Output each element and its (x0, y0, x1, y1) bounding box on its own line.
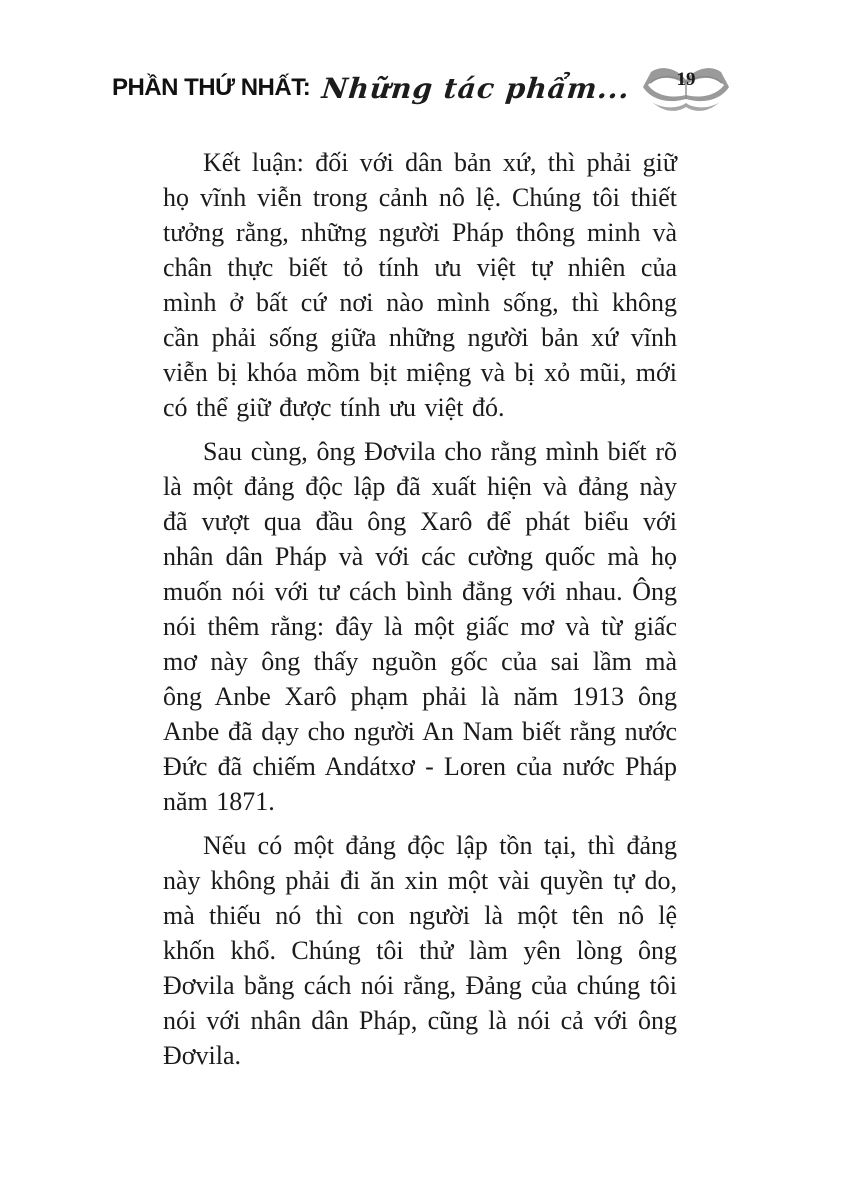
paragraph: Nếu có một đảng độc lập tồn tại, thì đảng này không phải đi ăn xin một vài quyền tự do, mà thiếu nó thì con người là một tên nô lệ khốn khổ. Chúng tôi thử làm yên lòng ông Đơvila bằng cách nói rằng, Đảng của chúng tôi nói với nhân dân Pháp, cũng là nói cả với ông Đơvila. (163, 831, 677, 1070)
section-title: Những tác phẩm... (320, 71, 632, 105)
open-book-icon (642, 62, 730, 114)
paragraph: Kết luận: đối với dân bản xứ, thì phải giữ họ vĩnh viễn trong cảnh nô lệ. Chúng tôi thiết tưởng rằng, những người Pháp thông minh và chân thực biết tỏ tính ưu việt tự nhiên của mình ở bất cứ nơi nào mình sống, thì không cần phải sống giữa những người bản xứ vĩnh viễn bị khóa mồm bịt miệng và bị xỏ mũi, mới có thể giữ được tính ưu việt đó. (163, 148, 677, 422)
page-header (111, 60, 696, 116)
section-label: PHẦN THỨ NHẤT: (111, 74, 311, 101)
page-body (163, 145, 677, 1082)
paragraph: Sau cùng, ông Đơvila cho rằng mình biết rõ là một đảng độc lập đã xuất hiện và đảng này đã vượt qua đầu ông Xarô để phát biểu với nhân dân Pháp và với các cường quốc mà họ muốn nói với tư cách bình đẳng với nhau. Ông nói thêm rằng: đây là một giấc mơ và từ giấc mơ này ông thấy nguồn gốc của sai lầm mà ông Anbe Xarô phạm phải là năm 1913 ông Anbe đã dạy cho người An Nam biết rằng nước Đức đã chiếm Andátxơ - Loren của nước Pháp năm 1871. (163, 437, 677, 816)
page-number: 19 (676, 69, 696, 90)
